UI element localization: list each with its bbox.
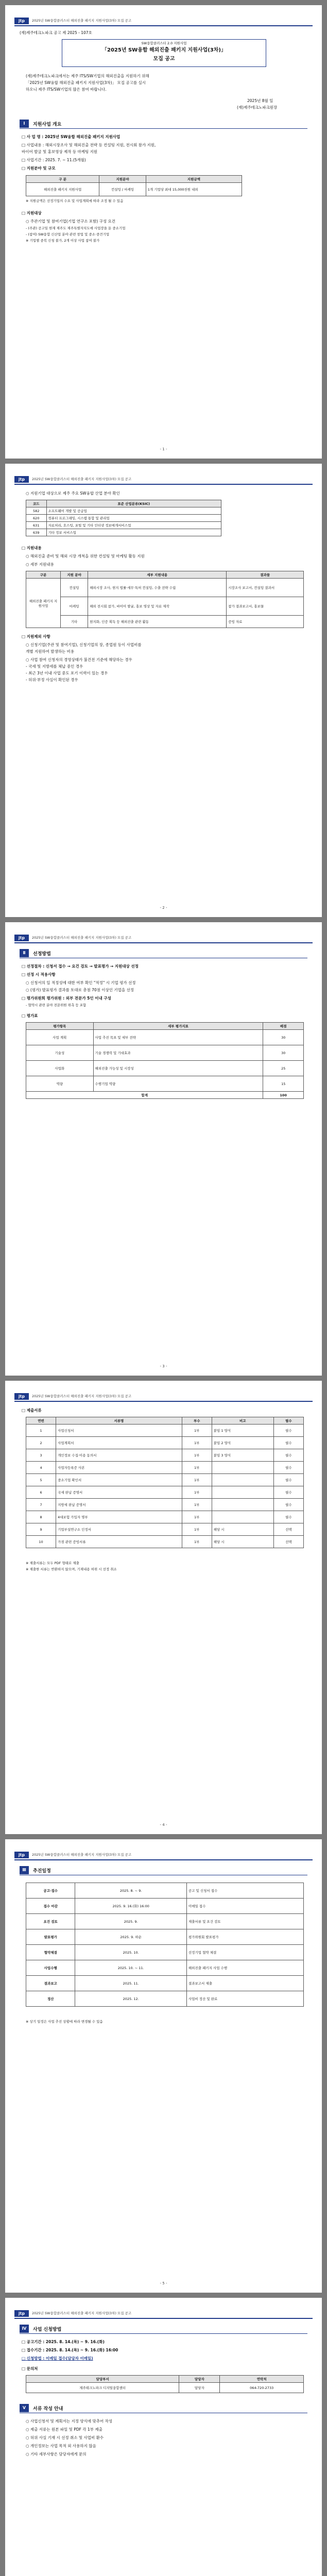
table-cell: 이메일 접수 — [186, 1899, 303, 1914]
section-number: Ⅲ — [20, 1866, 29, 1874]
table-cell — [212, 1462, 273, 1474]
table-cell: 자료처리, 호스팅, 포털 및 기타 인터넷 정보매개서비스업 — [46, 522, 221, 529]
table-cell: 선택 — [273, 1536, 303, 1548]
jtp-logo: jtp — [14, 18, 29, 24]
table-cell: 발표평가 — [26, 1929, 75, 1945]
table-cell: 필수 — [273, 1511, 303, 1523]
header-rule — [14, 1859, 313, 1860]
table-cell: 증빙 자료 — [227, 616, 304, 628]
table-cell: 수행기업 역량 — [93, 1076, 263, 1092]
date: 2025년 8월 일 — [247, 98, 273, 103]
table-cell: 30 — [263, 1045, 304, 1061]
jtp-logo: jtp — [14, 2310, 29, 2317]
section-heading: □ 제출서류 — [22, 1408, 42, 1413]
table-cell: 사업화 — [26, 1061, 94, 1076]
table-cell: 해당 시 — [212, 1523, 273, 1536]
target-line: - (참여) SW융합 신산업 분야 관련 창업 및 중소·중견기업 — [26, 232, 110, 236]
table-cell: 필수 — [273, 1449, 303, 1462]
target-heading: □ 지원대상 — [22, 211, 42, 215]
section-title: 사업 신청방법 — [33, 2327, 62, 2332]
table-cell: 합계 — [26, 1092, 263, 1099]
table-cell — [212, 1511, 273, 1523]
table-cell: 1부 — [182, 1425, 212, 1437]
page-title: 「2025년 SW융합 해외진출 패키지 지원사업(3차)」 — [102, 47, 226, 53]
table-cell: 결과보고서 제출 — [186, 1976, 303, 1991]
table-cell: 담당자 — [179, 2383, 220, 2393]
table-cell: 해외시장 조사, 현지 법률·세무·특허 컨설팅, 수출 전략 수립 — [88, 579, 227, 597]
sub-heading: ○ 세부 지원내용 — [26, 562, 54, 567]
table-cell: 064-720-2733 — [220, 2383, 304, 2393]
page-header — [14, 1851, 313, 1860]
table-cell: 1부 — [182, 1511, 212, 1523]
eval-heading: □ 평가표 — [22, 1013, 38, 1018]
table-cell: 역량 — [26, 1076, 94, 1092]
exclusion-line: 개별 지원하여 발생하는 비용 — [26, 649, 75, 654]
table-cell: 9 — [26, 1523, 56, 1536]
documents-table — [26, 1417, 304, 1548]
title-box — [62, 39, 266, 67]
jtp-logo: jtp — [14, 1852, 29, 1858]
table-cell: 15 — [263, 1076, 304, 1092]
doc-title-line: 2025년 SW융합클러스터 해외진출 패키지 지원사업(3차) 모집 공고 — [32, 1853, 132, 1857]
note: ※ 지원금액은 선정기업의 수요 및 사업계획에 따라 조정 될 수 있음 — [26, 199, 124, 203]
table-cell: 필수 — [273, 1474, 303, 1486]
table-cell: 필수 — [273, 1462, 303, 1474]
jtp-logo: jtp — [14, 1393, 29, 1400]
page-header — [14, 2309, 313, 2318]
section-header — [20, 2325, 307, 2333]
table-cell: 5 — [26, 1474, 56, 1486]
table-cell: 2025. 12. — [75, 1991, 186, 2007]
table-header: 배점 — [263, 1023, 304, 1030]
support-table — [26, 175, 242, 196]
table-cell: 해외 전시회 참가, 바이어 발굴, 홍보 영상 및 자료 제작 — [88, 597, 227, 616]
selection-line: □ 평가위원회 평가위원 : 외부 전문가 5인 이내 구성 — [22, 996, 111, 1001]
table-cell: 가점 관련 증빙서류 — [56, 1536, 182, 1548]
page-header — [14, 1392, 313, 1401]
guide-line: ○ 기타 세부사항은 담당자에게 문의 — [26, 2452, 87, 2456]
table-cell: 582 — [26, 507, 47, 515]
table-cell: 639 — [26, 529, 47, 536]
header-rule — [14, 2318, 313, 2319]
page-number: - 5 - — [160, 2281, 167, 2285]
table-cell — [212, 1499, 273, 1511]
section-header — [20, 1866, 307, 1874]
support-detail-table — [26, 571, 304, 628]
table-cell: 필수 — [273, 1499, 303, 1511]
table-cell: 결과보고 — [26, 1976, 75, 1991]
table-cell: 컨설팅 — [61, 579, 88, 597]
section-header — [20, 2404, 307, 2412]
table-cell: 2025. 8. ~ 9. — [75, 1883, 186, 1899]
table-cell: 1부 — [182, 1523, 212, 1536]
table-cell: 사업수행 — [26, 1960, 75, 1976]
table-cell: 2 — [26, 1437, 56, 1449]
table-cell: 620 — [26, 515, 47, 522]
table-cell: 100 — [263, 1092, 304, 1099]
section-number: Ⅳ — [20, 2325, 29, 2333]
page-number: - 3 - — [160, 1364, 167, 1368]
doc-title-line: 2025년 SW융합클러스터 해외진출 패키지 지원사업(3차) 모집 공고 — [32, 2311, 132, 2315]
table-cell: 마케팅 — [61, 597, 88, 616]
apply-line: □ 접수기간 : 2025. 8. 14.(목) ~ 9. 16.(화) 16:00 — [22, 2348, 118, 2352]
table-cell: 1개 기업당 최대 15,000천원 내외 — [146, 183, 242, 196]
note: ※ 상기 일정은 사업 추진 상황에 따라 변경될 수 있음 — [26, 2020, 103, 2024]
table-cell: 사업 추진 목표 및 세부 전략 — [93, 1030, 263, 1045]
table-cell: 사업비 정산 및 완료 — [186, 1991, 303, 2007]
table-header: 부수 — [182, 1417, 212, 1425]
table-cell: 선정기업 협약 체결 — [186, 1945, 303, 1960]
contact-heading: □ 문의처 — [22, 2366, 38, 2371]
table-cell: 개인정보 수집·이용 동의서 — [56, 1449, 182, 1462]
section-rule — [20, 2333, 307, 2334]
table-header: 세부 평가지표 — [93, 1023, 263, 1030]
table-cell: 제주테크노파크 디지털융합센터 — [26, 2383, 179, 2393]
table-header: 지원 분야 — [61, 571, 88, 579]
table-cell: 기타 — [61, 616, 88, 628]
page-header — [14, 475, 313, 484]
exclusion-line: ○ 신청기업(주관 및 참여기업), 신청기업의 장, 종업원 등이 사업비를 — [26, 642, 142, 647]
item-content-2: 바이어 발굴 및 홍보영상 제작 등 마케팅 지원 — [22, 149, 98, 154]
page-header — [14, 934, 313, 943]
table-cell — [212, 1474, 273, 1486]
table-header: 세부 지원내용 — [88, 571, 227, 579]
page-number: - 1 - — [160, 447, 167, 451]
table-cell: 현지화, 인증 획득 등 해외진출 관련 활동 — [88, 616, 227, 628]
table-cell: 국세 완납 증명서 — [56, 1486, 182, 1499]
table-cell: 30 — [263, 1030, 304, 1045]
target-line: ○ 주관기업 및 참여기업(기업 연구소 포함) 구성 요건 — [26, 219, 115, 224]
table-cell: 1부 — [182, 1536, 212, 1548]
table-cell: 접수 마감 — [26, 1899, 75, 1914]
table-cell: 4대보험 가입자 명부 — [56, 1511, 182, 1523]
selection-line: ○ 신청서의 일 적정성에 대한 여부 확인 "적정" 시 기업 평가 선정 — [26, 980, 136, 985]
page-number: - 4 - — [160, 1823, 167, 1827]
doc-title-line: 2025년 SW융합클러스터 해외진출 패키지 지원사업(3차) 모집 공고 — [32, 477, 132, 481]
table-cell: 해외진출 패키지 사업 수행 — [186, 1960, 303, 1976]
table-cell: 사업신청서 — [56, 1425, 182, 1437]
section-title: 지원사업 개요 — [33, 122, 62, 127]
table-cell: 1부 — [182, 1462, 212, 1474]
ksic-table — [26, 500, 221, 536]
page-number: - 2 - — [160, 906, 167, 910]
table-cell: 2025. 9. — [75, 1914, 186, 1929]
table-cell: 컨설팅 / 마케팅 — [99, 183, 146, 196]
table-cell: 선택 — [273, 1523, 303, 1536]
table-cell: 공고·접수 — [26, 1883, 75, 1899]
table-header: 서류명 — [56, 1417, 182, 1425]
table-cell: 기업부설연구소 인정서 — [56, 1523, 182, 1536]
exclusion-line: - 국세 및 지방세를 체납 중인 경우 — [26, 664, 83, 669]
title-sub: SW융합클러스터 2.0 지원사업 — [141, 41, 187, 45]
table-cell: 2025. 9. 16.(화) 16:00 — [75, 1899, 186, 1914]
table-cell: 1부 — [182, 1449, 212, 1462]
section-number: Ⅰ — [20, 120, 29, 128]
intro-line: ○ 지원기업 대상으로 제주 주요 SW융합 산업 분야 확인 — [26, 491, 120, 496]
table-header: 비고 — [212, 1417, 273, 1425]
exclusion-line: - 최근 3년 이내 사업 중도 포기 이력이 있는 경우 — [26, 671, 108, 675]
table-cell: 해외진출 가능성 및 시장성 — [93, 1061, 263, 1076]
page-title-2: 모집 공고 — [153, 56, 175, 62]
evaluation-table — [26, 1022, 304, 1099]
table-header: 지원분야 — [99, 176, 146, 183]
table-cell: 필수 — [273, 1425, 303, 1437]
selection-line: ○ (평가) 발표평가 결과를 토대로 총점 70점 이상인 기업을 선정 — [26, 988, 134, 992]
item-scope: □ 지원분야 및 규모 — [22, 166, 56, 171]
contact-table — [26, 2375, 304, 2393]
guide-line: ○ 제출 서류는 원본 파일 및 PDF 각 1부 제출 — [26, 2427, 102, 2432]
intro-line-2: 「2025년 SW융합 해외진출 패키지 지원사업(3차)」 모집 공고를 실시 — [26, 80, 146, 85]
section-rule — [20, 128, 307, 129]
table-header: 담당자 — [179, 2376, 220, 2383]
table-cell: 4 — [26, 1462, 56, 1474]
table-cell: 2025. 10. — [75, 1945, 186, 1960]
section-title: 서류 작성 안내 — [33, 2406, 63, 2412]
table-cell: 평가위원회 발표평가 — [186, 1929, 303, 1945]
table-cell: 붙임 2 양식 — [212, 1437, 273, 1449]
table-cell: 공고 및 신청서 접수 — [186, 1883, 303, 1899]
table-cell: 기타 정보 서비스업 — [46, 529, 221, 536]
section-heading: □ 지원제외 사항 — [22, 634, 50, 639]
section-number: Ⅱ — [20, 949, 29, 957]
table-cell: 8 — [26, 1511, 56, 1523]
table-cell: 2025. 10. ~ 11. — [75, 1960, 186, 1976]
selection-line: □ 선정 시 적용사항 — [22, 972, 56, 977]
table-header: 연락처 — [220, 2376, 304, 2383]
table-header: 평가항목 — [26, 1023, 94, 1030]
table-cell: 해당 시 — [212, 1536, 273, 1548]
page-header — [14, 16, 313, 26]
note: ※ 제출서류는 모두 PDF 형태로 제출 — [26, 1561, 79, 1565]
apply-line: □ 공고기간 : 2025. 8. 14.(목) ~ 9. 16.(화) — [22, 2340, 105, 2344]
exclusion-line: - 허위·부정 사실이 확인된 경우 — [26, 677, 78, 682]
table-cell: 1부 — [182, 1486, 212, 1499]
table-cell — [212, 1486, 273, 1499]
table-cell: 제출서류 및 요건 검토 — [186, 1914, 303, 1929]
exclusion-line: ○ 사업 참여 신청자의 경영상태가 불건전 기준에 해당하는 경우 — [26, 657, 132, 662]
apply-method-link[interactable]: □ 신청방법 : 이메일 접수(담당자 이메일) — [22, 2356, 93, 2361]
page-6 — [5, 2298, 322, 2576]
table-cell: 1부 — [182, 1437, 212, 1449]
table-cell: 3 — [26, 1449, 56, 1462]
item-content: □ 사업내용 : 해외시장조사 및 해외진출 전략 등 컨설팅 지원, 전시회 참가 지원, — [22, 143, 156, 147]
table-cell: 631 — [26, 522, 47, 529]
guide-line: ○ 개인정보는 사업 목적 외 사용하지 않음 — [26, 2444, 96, 2448]
page-3 — [5, 922, 322, 1376]
desc: ○ 해외진출 준비 및 해외 시장 개척을 위한 컨설팅 및 마케팅 활동 지원 — [26, 554, 145, 558]
table-cell: 사업 계획 — [26, 1030, 94, 1045]
table-cell: 해외진출 패키지 지원사업 — [26, 183, 99, 196]
selection-line: □ 선정절차 : 신청서 접수 → 요건 검토 → 발표평가 → 지원대상 선정 — [22, 964, 139, 969]
table-cell: 붙임 1 양식 — [212, 1425, 273, 1437]
table-cell: 6 — [26, 1486, 56, 1499]
page-1 — [5, 5, 322, 459]
schedule-table — [26, 1883, 304, 2007]
doc-title-line: 2025년 SW융합클러스터 해외진출 패키지 지원사업(3차) 모집 공고 — [32, 936, 132, 940]
announcement-number: (재)제주테크노파크 공고 제 2025 - 107호 — [20, 30, 92, 35]
table-cell: 7 — [26, 1499, 56, 1511]
header-rule — [14, 25, 313, 26]
table-cell: 소프트웨어 개발 및 공급업 — [46, 507, 221, 515]
table-cell: 시장조사 보고서, 컨설팅 결과서 — [227, 579, 304, 597]
table-header: 필수 — [273, 1417, 303, 1425]
table-header: 구 분 — [26, 176, 99, 183]
table-cell: 1 — [26, 1425, 56, 1437]
jtp-logo: jtp — [14, 935, 29, 941]
table-cell: 2025. 9. 하순 — [75, 1929, 186, 1945]
table-cell: 사업자등록증 사본 — [56, 1462, 182, 1474]
table-cell: 지방세 완납 증명서 — [56, 1499, 182, 1511]
table-cell: 붙임 3 양식 — [212, 1449, 273, 1462]
section-title: 선정방법 — [33, 952, 51, 957]
table-header: 담당부서 — [26, 2376, 179, 2383]
table-cell: 사업계획서 — [56, 1437, 182, 1449]
target-line: ※ 기업별 중복 신청 불가, 2개 이상 사업 참여 불가 — [26, 239, 100, 243]
table-cell: 정산 — [26, 1991, 75, 2007]
page-5 — [5, 1839, 322, 2293]
table-header: 코드 — [26, 500, 47, 507]
section-number: Ⅴ — [20, 2404, 29, 2412]
table-cell: 기술 경쟁력 및 기대효과 — [93, 1045, 263, 1061]
table-header: 결과물 — [227, 571, 304, 579]
section-header — [20, 120, 307, 128]
intro-line-1: (재)제주테크노파크에서는 제주 ITS/SW기업의 해외진출을 지원하기 위해 — [26, 74, 149, 78]
selection-line: - 협약시 관련 분야 전문위원 위촉 등 포함 — [26, 1003, 87, 1007]
table-header: 구분 — [26, 571, 61, 579]
table-cell: 협약체결 — [26, 1945, 75, 1960]
target-line: - (주관) 공고일 현재 제주도 제주특별자치도에 사업장을 둔 중소기업 — [26, 226, 126, 230]
table-cell: 기술성 — [26, 1045, 94, 1061]
table-cell: 요건 검토 — [26, 1914, 75, 1929]
doc-title-line: 2025년 SW융합클러스터 해외진출 패키지 지원사업(3차) 모집 공고 — [32, 19, 132, 23]
jtp-logo: jtp — [14, 476, 29, 483]
table-cell: 25 — [263, 1061, 304, 1076]
header-rule — [14, 1401, 313, 1402]
section-heading: □ 지원내용 — [22, 546, 42, 550]
header-rule — [14, 484, 313, 485]
table-cell: 참가 결과보고서, 홍보물 — [227, 597, 304, 616]
table-cell: 필수 — [273, 1486, 303, 1499]
table-header: 연번 — [26, 1417, 56, 1425]
page-4 — [5, 1381, 322, 1834]
item-period: □ 사업기간 : 2025. 7. ~ 11.(5개월) — [22, 158, 86, 162]
header-rule — [14, 942, 313, 943]
section-title: 추진일정 — [33, 1869, 51, 1874]
page-2 — [5, 464, 322, 917]
table-cell: 1부 — [182, 1499, 212, 1511]
intro-line-3: 하오니 제주 ITS/SW기업의 많은 참여 바랍니다. — [26, 87, 107, 92]
section-header — [20, 949, 307, 957]
table-cell: 2025. 11. — [75, 1976, 186, 1991]
table-header: 표준 산업분류(KSIC) — [46, 500, 221, 507]
table-cell: 필수 — [273, 1437, 303, 1449]
guide-line: ○ 사업신청서 및 계획서는 지정 양식에 맞추어 작성 — [26, 2419, 113, 2424]
table-cell: 해외진출 패키지 지원사업 — [26, 579, 61, 628]
table-cell: 컴퓨터 프로그래밍, 시스템 통합 및 관리업 — [46, 515, 221, 522]
table-cell: 중소기업 확인서 — [56, 1474, 182, 1486]
table-header: 지원금액 — [146, 176, 242, 183]
table-cell: 1부 — [182, 1474, 212, 1486]
note: ※ 제출한 서류는 반환하지 않으며, 기재내용 허위 시 선정 취소 — [26, 1567, 117, 1571]
item-project-name: □ 사 업 명 : 2025년 SW융합 해외진출 패키지 지원사업 — [22, 134, 121, 139]
org-name: (재)제주테크노파크원장 — [237, 105, 278, 110]
guide-line: ○ 허위 사실 기재 시 선정 취소 및 사업비 환수 — [26, 2435, 104, 2440]
doc-title-line: 2025년 SW융합클러스터 해외진출 패키지 지원사업(3차) 모집 공고 — [32, 1394, 132, 1398]
table-cell: 10 — [26, 1536, 56, 1548]
